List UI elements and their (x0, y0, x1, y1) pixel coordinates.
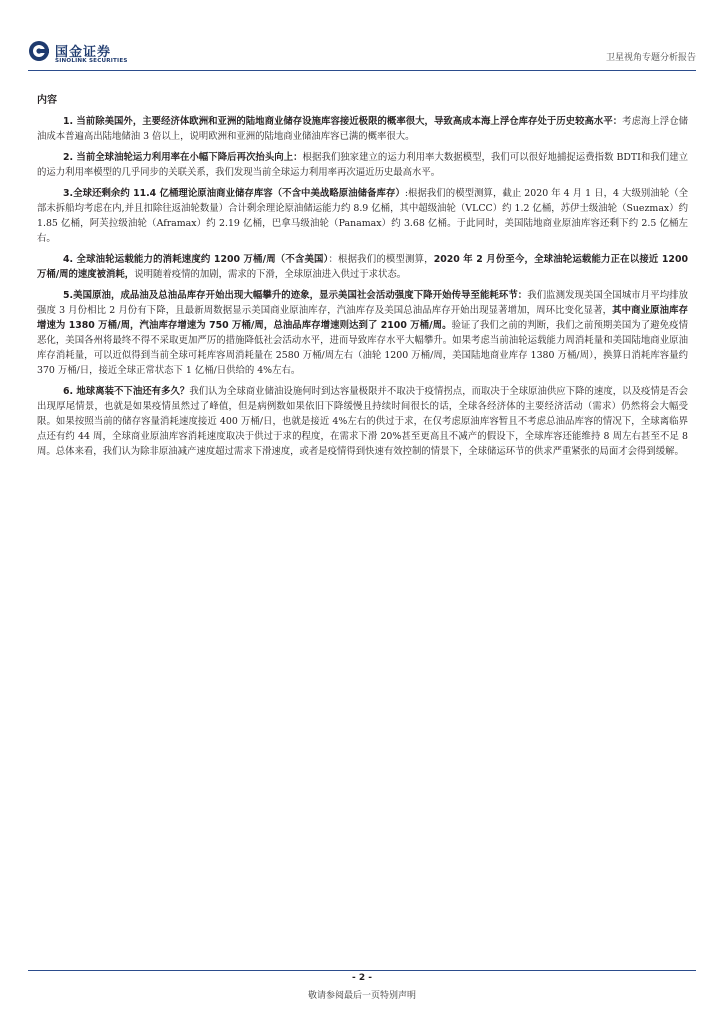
paragraph-2-heading: 2. 当前全球油轮运力利用率在小幅下降后再次抬头向上： (63, 152, 303, 163)
report-body (37, 91, 688, 465)
report-type-label: 卫星视角专题分析报告 (605, 53, 696, 63)
paragraph-5-text: 我们监测发现美国全国城市月平均排放强度 3 月份相比 2 月份有下降，且最新周数据显示美国商业原油库存，汽油库存及美国总油品库存开始出现显著增加，周环比变化显著， (37, 290, 688, 316)
paragraph-4 (37, 252, 688, 282)
paragraph-6-text: 我们认为全球商业储油设施何时到达容量极限并不取决于疫情拐点，而取决于全球原油供应下降的速度，以及疫情是否会出现厚尾情景，也就是如果疫情虽然过了峰值，但是病例数如果依旧下降缓慢且持续时间很长的话，全球各经济体的主要经济活动（需求）仍然将会大幅受限。如果按照当前的储存容量消耗速度接近 400 万桶/日，也就是接近 4%左右的供过于求，在仅考虑原油库容暂且不考虑总油品库容的情况下，全球离临界点还有约 44 周，全球商业原油库容消耗速度取决于供过于求的程度，在需求下滑 20%甚至更高且不减产的假设下，全球库容还能维持 8 周左右甚至不足 8 周。总体来看，我们认为除非原油减产速度超过需求下滑速度，或者是疫情得到快速有效控制的情景下，全球储运环节的供求严重紧张的局面才会得到缓解。 (37, 386, 688, 457)
paragraph-4-emphasis: 2020 年 2 月份至今，全球油轮运载能力正在以接近 1200 万桶/周的速度被消耗， (37, 254, 688, 280)
logo-chinese-name: 国金证券 (55, 45, 112, 60)
paragraph-5-emphasis: 其中商业原油库存增速为 1380 万桶/周，汽油库存增速为 750 万桶/周，总油品库存增速则达到了 2100 万桶/周。 (37, 305, 688, 331)
paragraph-5 (37, 288, 688, 378)
paragraph-2 (37, 150, 688, 180)
paragraph-4-heading: 4. 全球油轮运载能力的消耗速度约 1200 万桶/周（不含美国） (63, 254, 329, 265)
paragraph-1-heading: 1. 当前除美国外，主要经济体欧洲和亚洲的陆地商业储存设施库容接近极限的概率很大，导致高成本海上浮仓库存处于历史较高水平： (63, 116, 623, 127)
sinolink-logo-icon (28, 40, 50, 62)
page-number: - 2 - (352, 973, 372, 983)
disclaimer-note: 敬请参阅最后一页特别声明 (307, 991, 416, 1001)
sinolink-logo (28, 40, 138, 68)
paragraph-6 (37, 384, 688, 459)
paragraph-2-text: 根据我们独家建立的运力利用率大数据模型，我们可以很好地捕捉运费指数 BDTI和我们建立的运力利用率模型的几乎同步的关联关系，我们发现当前全球运力利用率再次逼近历史最高水平。 (37, 152, 688, 178)
section-title: 内容 (37, 95, 57, 106)
header-divider (28, 70, 696, 71)
paragraph-4-text-continued: 说明随着疫情的加剧，需求的下滑，全球原油进入供过于求状态。 (134, 269, 407, 280)
footer-divider (28, 970, 696, 971)
logo-english-name: SINOLINK SECURITIES (55, 58, 128, 64)
page-header (28, 36, 696, 70)
paragraph-3 (37, 186, 688, 246)
paragraph-1-text: 考虑海上浮仓储油成本普遍高出陆地储油 3 倍以上，说明欧洲和亚洲的陆地商业储油库容已满的概率很大。 (37, 116, 688, 142)
paragraph-3-text: :根据我们的模型测算，截止 2020 年 4 月 1 日，4 大级别油轮（全部未拆船均考虑在内,并且扣除往返油轮数量）合计剩余理论原油储运能力约 8.9 亿桶，其中超级油轮（VLCC）约 1.2 亿桶，苏伊士级油轮（Suezmax）约 1.85 亿桶，阿芙拉级油轮（Aframax）约 2.19 亿桶，巴拿马级油轮（Panamax）约 3.68 亿桶。于此同时，美国陆地商业原油库容还剩下约 2.5 亿桶左右。 (37, 188, 689, 244)
paragraph-5-heading: 5.美国原油，成品油及总油品库存开始出现大幅攀升的迹象，显示美国社会活动强度下降开始传导至能耗环节： (63, 290, 528, 301)
paragraph-4-text: ：根据我们的模型测算， (328, 254, 434, 265)
paragraph-6-heading: 6. 地球离装不下油还有多久？ (63, 386, 190, 397)
paragraph-5-text-continued: 验证了我们之前的判断，我们之前预期美国为了避免疫情恶化，美国各州将最终不得不采取更加严厉的措施降低社会活动水平，进而导致库存水平大幅攀升。如果考虑当前油轮运载能力周消耗量和美国陆地商业原油库存消耗量，可以近似得到当前全球可耗库容周消耗量在 2580 万桶/周左右（油轮 1200 万桶/周，美国陆地商业库存 1380 万桶/周），换算日消耗库容量约 370 万桶/日，接近全球正常状态下 1 亿桶/日供给的 4%左右。 (37, 320, 688, 376)
paragraph-3-heading: 3.全球还剩余约 11.4 亿桶理论原油商业储存库容（不含中美战略原油储备库存） (63, 188, 405, 199)
paragraph-1 (37, 114, 688, 144)
